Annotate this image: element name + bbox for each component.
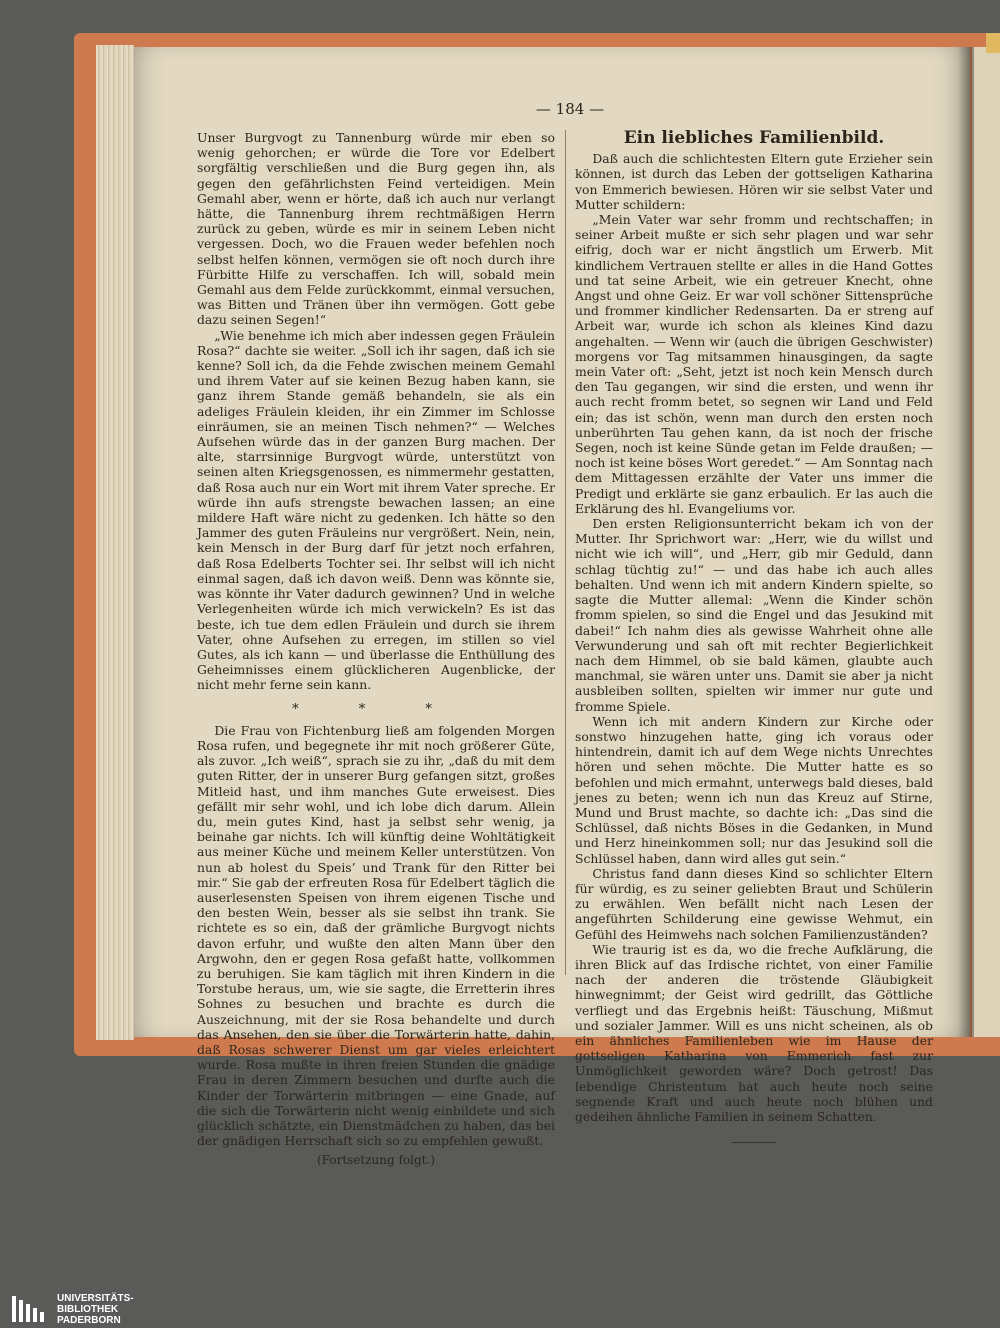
continuation-note: (Fortsetzung folgt.)	[317, 1153, 435, 1168]
end-rule	[732, 1142, 776, 1143]
bookmark-ribbon	[986, 33, 1000, 53]
library-line-3: PADERBORN	[57, 1315, 121, 1326]
footer-bar	[0, 1300, 1000, 1328]
right-column	[575, 130, 933, 1143]
right-paragraph-1: Daß auch die schlichtesten Eltern gute Erzieher sein können, ist durch das Leben der gottseligen Katharina von Emmerich bewiesen. Hören wir sie selbst Vater und Mutter schildern:	[575, 151, 933, 212]
library-logo-icon	[12, 1296, 50, 1322]
page-number: — 184 —	[535, 100, 605, 118]
column-divider	[565, 130, 566, 975]
section-separator: * * *	[292, 701, 460, 717]
right-paragraph-3: Den ersten Religionsunterricht bekam ich von der Mutter. Ihr Sprichwort war: „Herr, wie du willst und nicht wie ich will“, und „Herr, gib mir Geduld, dann schlag tüchtig zu!“ — und das habe ich auch alles behalten. Und wenn ich mit andern Kindern spielte, so sagte die Mutter allemal: „Wenn die Kinder schön fromm spielen, so sind die Engel und das Jesukind mit dabei!“ Ich nahm dies als gewisse Wahrheit ohne alle Verwunderung und sah oft mit rechter Begierlichkeit nach dem Himmel, ob sie bald kämen, glaubte auch manchmal, sie wären unter uns. Damit sie aber ja nicht ausbleiben sollten, spielten wir immer nur gute und fromme Spiele.	[575, 516, 933, 714]
left-column	[197, 130, 555, 1169]
library-line-2: BIBLIOTHEK	[57, 1304, 119, 1315]
left-paragraph-1: Unser Burgvogt zu Tannenburg würde mir eben so wenig gehorchen; er würde die Tore vor Edelbert sorgfältig verschließen und die Burg gegen ihn, als gegen den gefährlichsten Feind verteidigen. Mein Gemahl aber, wenn er hörte, daß ich auch nur verlangt hätte, die Tannenburg ihrem rechtmäßigen Herrn zurück zu geben, würde es mir in seinem Leben nicht vergessen. Doch, wo die Frauen weder befehlen noch selbst helfen können, vermögen sie oft noch durch ihre Fürbitte Hilfe zu verschaffen. Ich will, sobald mein Gemahl aus dem Felde zurückkommt, einmal versuchen, was Bitten und Tränen über ihn vermögen. Gott gebe dazu seinen Segen!“	[197, 130, 555, 328]
library-line-1: UNIVERSITÄTS-	[57, 1293, 134, 1304]
library-name	[57, 1293, 134, 1326]
page-edges	[96, 45, 134, 1040]
left-paragraph-3: Die Frau von Fichtenburg ließ am folgenden Morgen Rosa rufen, und begegnete ihr mit noch größerer Güte, als zuvor. „Ich weiß“, sprach sie zu ihr, „daß du mit dem guten Ritter, der in unserer Burg gefangen sitzt, großes Mitleid hast, und ihm manches Gute erweisest. Dies gefällt mir sehr wohl, und ich lobe dich darum. Allein du, mein gutes Kind, hast ja selbst sehr wenig, ja beinahe gar nichts. Ich will künftig deine Wohltätigkeit aus meiner Küche und meinem Keller unterstützen. Von nun ab holest du Speis’ und Trank für den Ritter bei mir.“ Sie gab der erfreuten Rosa für Edelbert täglich die auserlesensten Speisen von ihrem eigenen Tische und den besten Wein, besser als sie selbst ihn trank. Sie richtete es so ein, daß der grämliche Burgvogt nichts davon erfuhr, und wußte den alten Mann über den Argwohn, den er gegen Rosa gefaßt hatte, vollkommen zu beruhigen. Sie kam täglich mit ihren Kindern in die Torstube heraus, um, wie sie sagte, die Erretterin ihres Sohnes zu besuchen und brachte es durch die Auszeichnung, mit der sie Rosa behandelte und durch das Ansehen, den sie über die Torwärterin hatte, dahin, daß Rosas schwerer Dienst um gar vieles erleichtert wurde. Rosa mußte in ihren freien Stunden die gnädige Frau in deren Zimmern besuchen und durfte auch die Kinder der Torwärterin mitbringen — eine Gnade, auf die sich die Torwärterin nicht wenig einbildete und sich glücklich schätzte, ein Dienstmädchen zu haben, das bei der gnädigen Herrschaft sich so zu empfehlen gewußt.	[197, 722, 555, 1149]
page-gutter-shadow	[958, 47, 974, 1037]
right-paragraph-5: Christus fand dann dieses Kind so schlichter Eltern für würdig, es zu seiner geliebten Braut und Schülerin zu erwählen. Wen befällt nicht nach Lesen der angeführten Schilderung eine gewisse Wehmut, ein Gefühl des Heimwehs nach solchen Familienzuständen?	[575, 865, 933, 942]
article-heading: Ein liebliches Familienbild.	[623, 128, 885, 148]
right-paragraph-6: Wie traurig ist es da, wo die freche Aufklärung, die ihren Blick auf das Irdische richtet, von einer Familie nach der anderen die tröstende Gläubigkeit hinwegnimmt; der Geist wird gedrillt, das Göttliche verfliegt und das Ergebnis heißt: Täuschung, Mißmut und sozialer Jammer. Will es uns nicht scheinen, als ob ein ähnliches Familienleben wie im Hause der gottseligen Katharina von Emmerich fast zur Unmöglichkeit geworden wäre? Doch getrost! Das lebendige Christentum hat auch heute noch seine segnende Kraft und auch heute noch blühen und gedeihen ähnliche Familien in seinem Schatten.	[575, 941, 933, 1124]
left-paragraph-2: „Wie benehme ich mich aber indessen gegen Fräulein Rosa?“ dachte sie weiter. „Soll ich ihr sagen, daß ich sie kenne? Soll ich, da die Fehde zwischen meinem Gemahl und ihrem Vater auf sie keinen Bezug haben kann, sie ganz ihrem Stande gemäß behandeln, sie als ein adeliges Fräulein kleiden, ihr ein Zimmer im Schlosse einräumen, sie an meinen Tisch nehmen?“ — Welches Aufsehen würde das in der ganzen Burg machen. Der alte, starrsinnige Burgvogt würde, unterstützt von seinen alten Kriegsgenossen, es nimmermehr gestatten, daß Rosa auch nur ein Wort mit ihrem Vater spreche. Er würde ihn aufs strengste bewachen lassen; an eine mildere Haft wäre nicht zu gedenken. Ich hätte so den Jammer des guten Fräuleins nur vergrößert. Nein, nein, kein Mensch in der Burg darf für jetzt noch erfahren, daß Rosa Edelberts Tochter sei. Ihr selbst will ich nicht einmal sagen, daß ich davon weiß. Denn was könnte sie, was könnte ihr Vater dadurch gewinnen? Und in welche Verlegenheiten würde ich mich verwickeln? Es ist das beste, ich tue dem edlen Fräulein und durch sie ihrem Vater, ohne Aufsehen zu erregen, im stillen so viel Gutes, als ich kann — und überlasse die Enthüllung des Geheimnisses einem glücklicheren Augenblicke, der nicht mehr ferne sein kann.	[197, 327, 555, 693]
adjacent-page	[972, 47, 1000, 1037]
right-paragraph-2: „Mein Vater war sehr fromm und rechtschaffen; in seiner Arbeit mußte er sich sehr plagen und war sehr eifrig, doch war er nicht ängstlich um Erwerb. Mit kindlichem Vertrauen stellte er alles in die Hand Gottes und tat seine Arbeit, wie ein getreuer Knecht, ohne Angst und ohne Geiz. Er war voll schöner Sittensprüche und frommer kindlicher Redensarten. Da er streng auf Arbeit war, wurde ich schon als kleines Kind dazu angehalten. — Wenn wir (auch die übrigen Geschwister) morgens vor Tag mitsammen hinausgingen, da sagte mein Vater oft: „Seht, jetzt ist noch kein Mensch durch den Tau gegangen, wir sind die ersten, und wenn ihr auch recht fromm betet, so segnen wir Land und Feld ein; das ist schön, wenn man durch den ersten noch unberührten Tau gehen kann, da ist noch der frische Segen, noch ist keine Sünde getan im Felde draußen; — noch ist keine böses Wort geredet.“ — Am Sonntag nach dem Mittagessen erzählte der Vater uns immer die Predigt und erklärte sie ganz erbaulich. Er las auch die Erklärung des hl. Evangeliums vor.	[575, 212, 933, 516]
right-paragraph-4: Wenn ich mit andern Kindern zur Kirche oder sonstwo hinzugehen hatte, ging ich voraus oder hintendrein, damit ich auf dem Wege nichts Unrechtes hören und sehen möchte. Die Mutter hatte es so befohlen und mich ermahnt, unterwegs bald dieses, bald jenes zu beten; wenn ich nun das Kreuz auf Stirne, Mund und Brust machte, so dachte ich: „Das sind die Schlüssel, daß nichts Böses in die Gedanken, in Mund und Herz hineinkommen soll; nur das Jesukind soll die Schlüssel haben, dann wird alles gut sein.“	[575, 713, 933, 866]
